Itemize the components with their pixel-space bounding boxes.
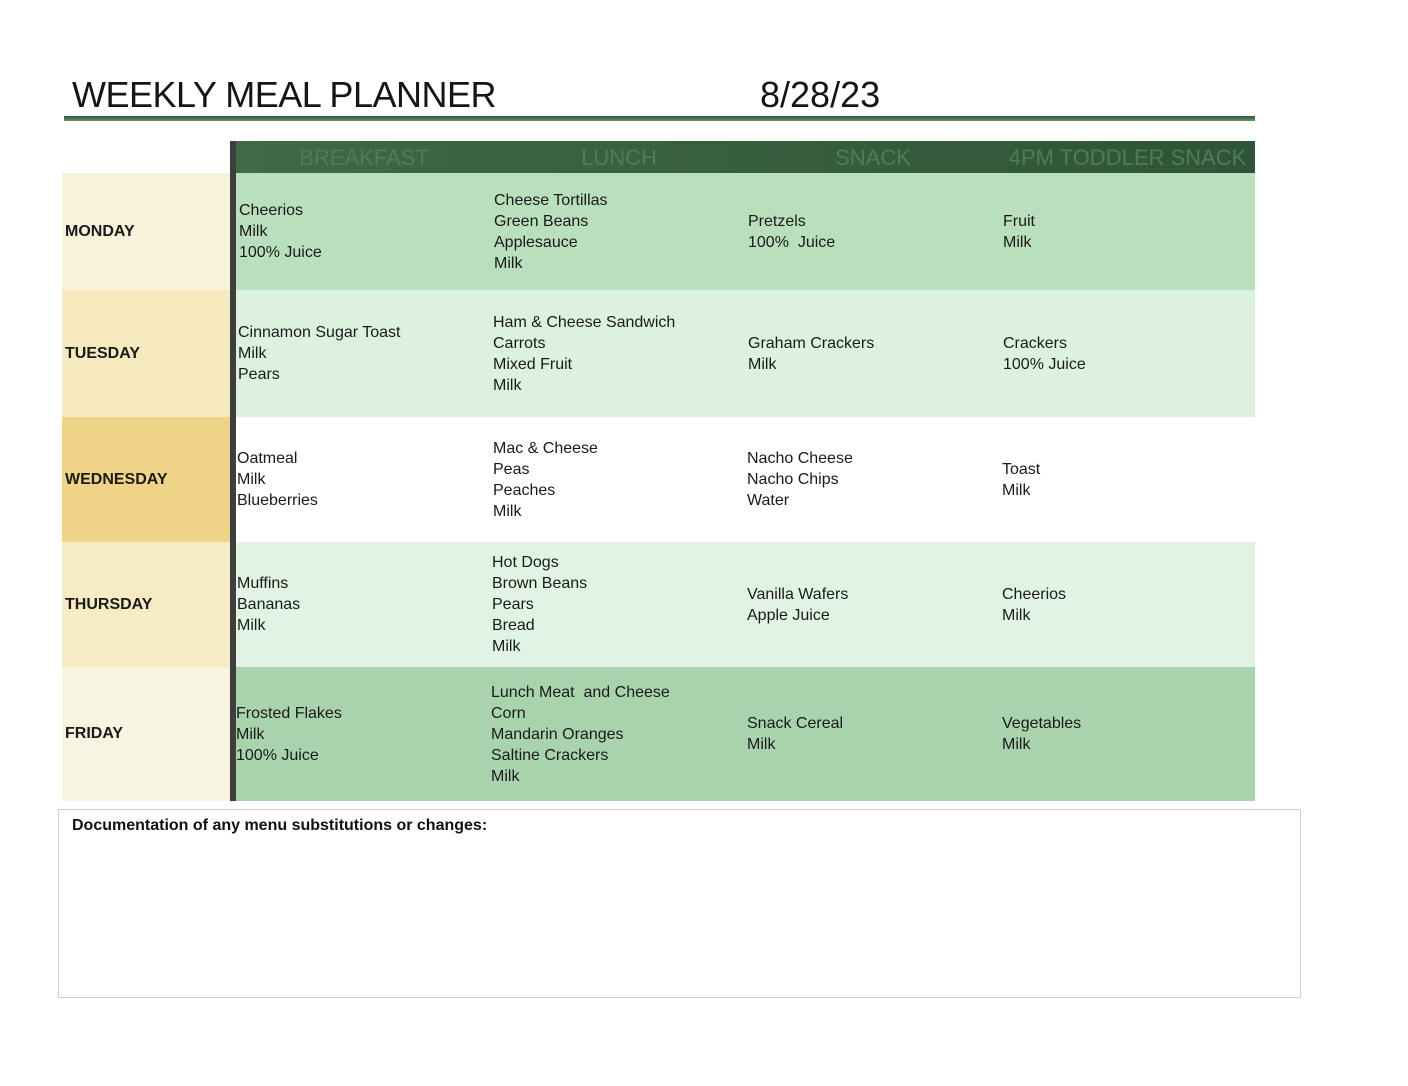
meal-item: Crackers [1003, 334, 1068, 352]
meal-item: Frosted Flakes [236, 704, 342, 722]
meal-item: Peaches [493, 481, 556, 499]
meal-cell [747, 542, 997, 667]
meal-cell [1002, 667, 1252, 801]
meal-item: Milk [1002, 606, 1031, 624]
meal-item: Cheerios [239, 202, 304, 219]
meal-cell [493, 417, 743, 542]
meal-cell [236, 667, 486, 801]
meal-item: Fruit [1003, 212, 1035, 230]
meal-item: Milk [748, 355, 777, 373]
meal-cell [493, 290, 743, 417]
meal-item: Mixed Fruit [493, 355, 573, 373]
column-header-breakfast: BREAKFAST [299, 145, 429, 170]
day-label-wednesday: WEDNESDAY [62, 417, 230, 542]
meal-item: Saltine Crackers [491, 746, 609, 764]
day-label-friday: FRIDAY [62, 667, 230, 801]
meal-item: Milk [1003, 233, 1032, 251]
meal-item: Carrots [493, 334, 546, 352]
meal-item: 100% Juice [239, 244, 322, 261]
notes-label: Documentation of any menu substitutions or changes: [72, 817, 488, 834]
meal-cell [1003, 290, 1253, 417]
meal-item: Lunch Meat and Cheese [491, 683, 670, 701]
meal-item: Nacho Chips [747, 471, 839, 488]
meal-item: Milk [493, 376, 522, 394]
meal-item: Bananas [237, 596, 301, 613]
meal-item: Milk [491, 767, 520, 785]
meal-item: Milk [237, 471, 266, 488]
meal-item: Applesauce [494, 233, 578, 251]
meal-item: Milk [747, 736, 776, 753]
meal-cell [1002, 542, 1252, 667]
meal-item: Cheese Tortillas [494, 191, 608, 209]
meal-cell [748, 173, 998, 290]
meal-item: Bread [492, 617, 535, 634]
meal-item: Graham Crackers [748, 334, 875, 352]
meal-item: Water [747, 492, 790, 509]
meal-item: Apple Juice [747, 606, 830, 624]
meal-cell [237, 417, 487, 542]
meal-cell [748, 290, 998, 417]
meal-cell [494, 173, 744, 290]
week-date: 8/28/23 [760, 74, 881, 115]
meal-item: Muffins [237, 575, 289, 592]
meal-item: Milk [1002, 481, 1031, 499]
meal-cell [238, 290, 488, 417]
meal-cell [239, 173, 489, 290]
day-label-thursday: THURSDAY [62, 542, 230, 667]
meal-item: Milk [492, 638, 521, 655]
column-header-snack: SNACK [835, 145, 911, 170]
meal-item: Milk [236, 725, 265, 743]
meal-item: Oatmeal [237, 450, 298, 467]
title-rule [64, 116, 1255, 121]
meal-cell [1003, 173, 1253, 290]
meal-item: Cheerios [1002, 585, 1067, 603]
meal-item: Milk [238, 345, 267, 362]
meal-cell [747, 667, 997, 801]
meal-item: Milk [237, 617, 266, 634]
meal-item: Mandarin Oranges [491, 725, 624, 743]
meal-item: Milk [493, 502, 522, 520]
meal-item: Green Beans [494, 212, 589, 230]
meal-item: Nacho Cheese [747, 450, 853, 467]
meal-cell [492, 542, 742, 667]
meal-item: Pears [492, 596, 534, 613]
meal-cell [1002, 417, 1252, 542]
meal-item: Pretzels [748, 212, 806, 230]
day-label-monday: MONDAY [62, 173, 230, 290]
meal-item: Blueberries [237, 492, 318, 509]
day-label-tuesday: TUESDAY [62, 290, 230, 417]
notes-box [58, 809, 1301, 998]
meal-item: Toast [1002, 460, 1041, 478]
meal-item: Vegetables [1002, 715, 1082, 732]
meal-item: Hot Dogs [492, 554, 559, 571]
meal-item: Milk [494, 254, 523, 272]
meal-cell [237, 542, 487, 667]
meal-item: 100% Juice [748, 233, 836, 251]
meal-item: 100% Juice [1003, 355, 1086, 373]
meal-item: Corn [491, 704, 526, 722]
meal-item: 100% Juice [236, 746, 319, 764]
meal-item: Ham & Cheese Sandwich [493, 313, 676, 331]
meal-item: Snack Cereal [747, 715, 844, 732]
page-title: WEEKLY MEAL PLANNER [72, 74, 496, 115]
meal-cell [491, 667, 741, 801]
column-header-lunch: LUNCH [581, 145, 657, 170]
meal-cell [747, 417, 997, 542]
meal-item: Milk [239, 223, 268, 240]
meal-item: Peas [493, 460, 530, 478]
meal-item: Milk [1002, 736, 1031, 753]
meal-item: Vanilla Wafers [747, 585, 849, 603]
meal-item: Brown Beans [492, 575, 588, 592]
meal-item: Mac & Cheese [493, 439, 598, 457]
meal-item: Cinnamon Sugar Toast [238, 324, 401, 341]
meal-item: Pears [238, 366, 280, 383]
column-header-toddler-snack: 4PM TODDLER SNACK [1008, 145, 1247, 170]
